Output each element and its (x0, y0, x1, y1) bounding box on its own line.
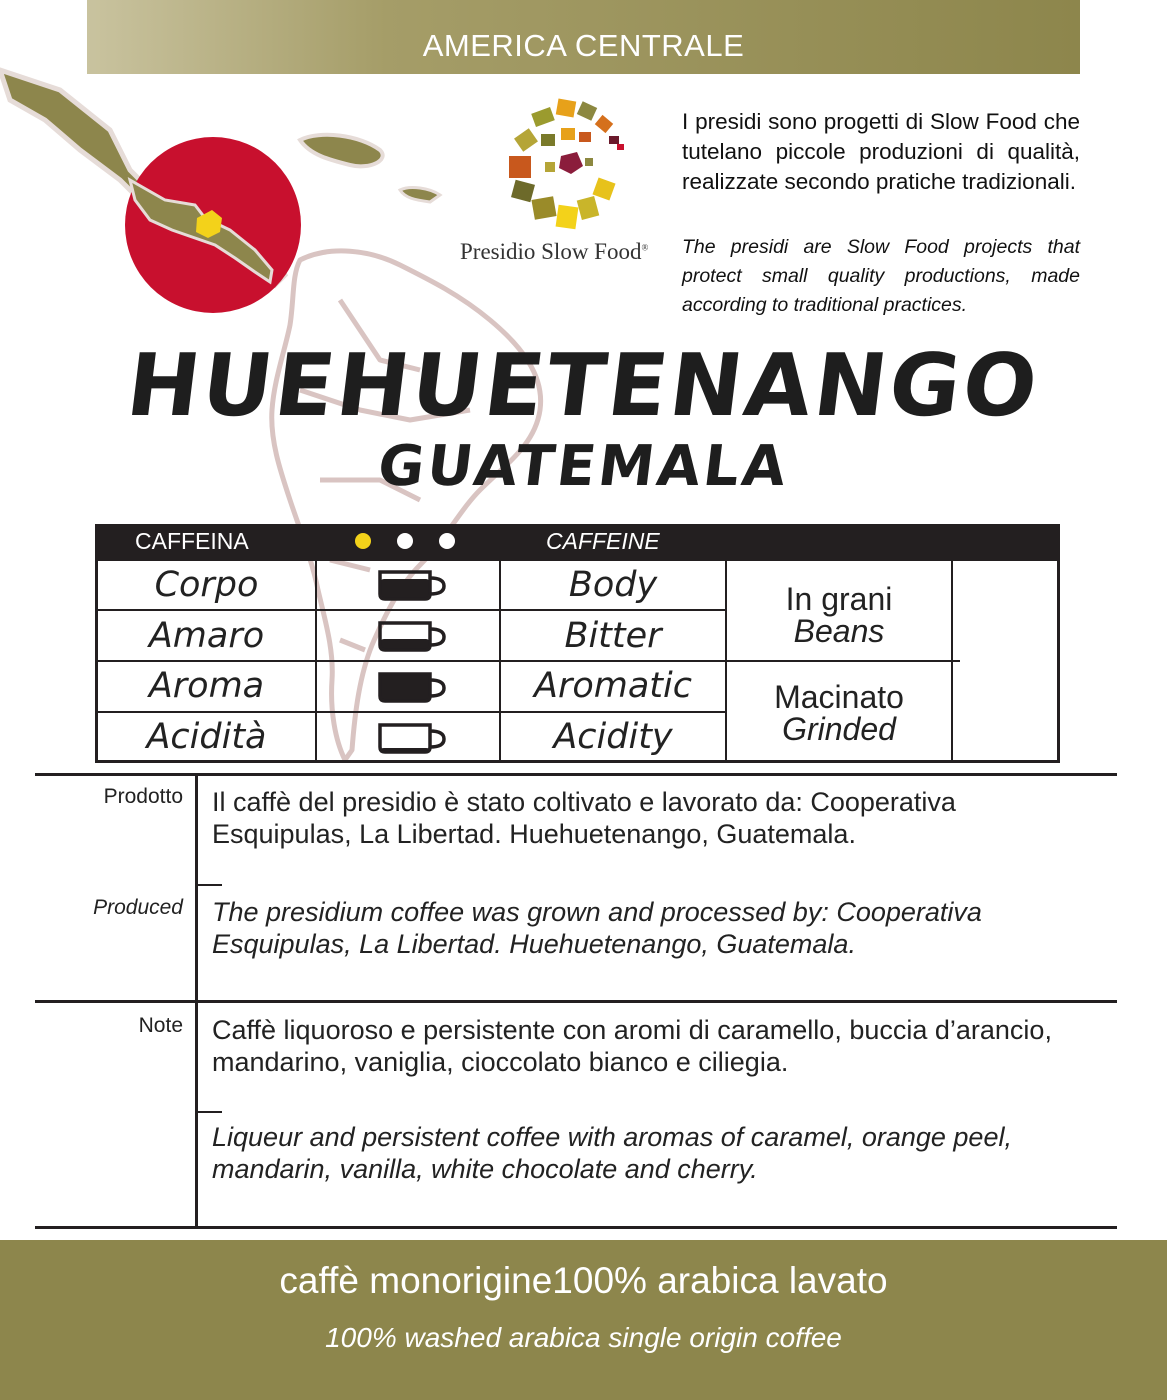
profile-label-en: Aromatic (534, 666, 692, 706)
table-divider (98, 711, 725, 713)
form-beans (727, 583, 951, 647)
region-label: AMERICA CENTRALE (422, 28, 745, 63)
caffeine-dot-3 (439, 533, 455, 549)
slow-food-presidio-logo (505, 98, 645, 238)
registered-mark: ® (641, 242, 649, 253)
product-text-it: Il caffè del presidio è stato coltivato e lavorato da: Cooperativa Esquipulas, La Libertad. Huehuetenango, Guatemala. (212, 787, 956, 849)
profile-label-it: Acidità (146, 717, 267, 757)
caffeine-label-it: CAFFEINA (135, 528, 249, 554)
coffee-cup-icon (378, 569, 448, 603)
logo-caption (460, 239, 648, 265)
product-text-en: The presidium coffee was grown and processed by: Cooperativa Esquipulas, La Libertad. Huehuetenango, Guatemala. (212, 897, 982, 959)
profile-label-it: Aroma (148, 666, 265, 706)
table-divider (98, 609, 725, 611)
intro-text-en: The presidi are Slow Food projects that protect small quality productions, made according to traditional practices. (682, 236, 1080, 316)
coffee-cup-icon (378, 620, 448, 654)
caffeine-dot-2 (397, 533, 413, 549)
tick-mark (198, 884, 222, 886)
profile-label-it: Amaro (148, 616, 265, 656)
product-subtitle: GUATEMALA (374, 434, 793, 499)
cup-handle (430, 578, 444, 594)
notes-label: Note (138, 1014, 183, 1037)
coffee-cup-icon (378, 722, 448, 756)
footer-text-it: caffè monorigine100% arabica lavato (279, 1260, 888, 1301)
product-title: HUEHUETENANGO (121, 336, 1046, 436)
cup-handle (430, 680, 444, 696)
caffeine-bar (95, 524, 1060, 558)
cup-handle (430, 731, 444, 747)
profile-label-it: Corpo (154, 565, 259, 605)
column-divider (195, 775, 198, 1229)
logo-caption-text: Presidio Slow Food (460, 239, 642, 264)
profile-label-en: Acidity (553, 717, 673, 757)
form-ground-it: Macinato (774, 679, 904, 715)
footer-text-en: 100% washed arabica single origin coffee (325, 1322, 842, 1353)
form-beans-en (727, 615, 951, 647)
cup-outline (380, 725, 430, 752)
product-label-it: Prodotto (103, 785, 183, 808)
notes-text-it: Caffè liquoroso e persistente con aromi di caramello, buccia d’arancio, mandarino, vaniglia, cioccolato bianco e ciliegia. (212, 1015, 1052, 1077)
notes-text-en: Liqueur and persistent coffee with aromas of caramel, orange peel, mandarin, vanilla, white chocolate and cherry. (212, 1122, 1012, 1184)
caffeine-label-en: CAFFEINE (546, 528, 660, 554)
cup-fill-level (380, 674, 430, 701)
tick-mark (198, 1111, 222, 1113)
cup-handle (430, 629, 444, 645)
footer-band (0, 1240, 1167, 1400)
cup-fill-level (380, 579, 430, 599)
form-ground-en (727, 713, 951, 745)
profile-label-en: Body (568, 565, 658, 605)
product-label-en: Produced (93, 896, 183, 919)
caffeine-dot-1 (355, 533, 371, 549)
intro-text-it: I presidi sono progetti di Slow Food che tutelano piccole produzioni di qualità, realizzate secondo pratiche tradizionali. (682, 109, 1080, 194)
form-beans-en-text: Beans (793, 613, 885, 649)
form-beans-it: In grani (785, 581, 893, 617)
form-ground (727, 681, 951, 745)
form-ground-en-text: Grinded (782, 711, 896, 747)
coffee-cup-icon (378, 671, 448, 705)
taste-profile-table (95, 558, 1060, 763)
profile-label-en: Bitter (564, 616, 662, 656)
table-divider (98, 660, 960, 662)
